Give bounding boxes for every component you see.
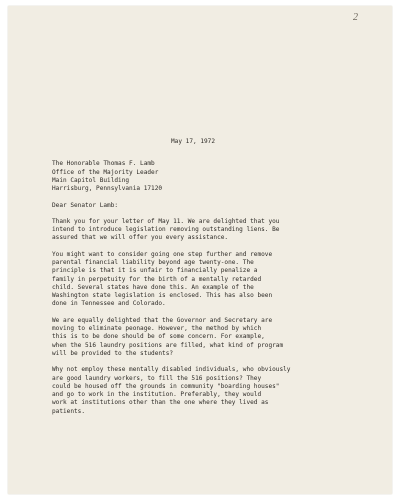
paragraph [52, 218, 372, 243]
address-line: The Honorable Thomas F. Lamb [52, 160, 155, 168]
address-line: Office of the Majority Leader [52, 168, 159, 176]
paragraph-line: when the 516 laundry positions are filled, what kind of program [52, 341, 284, 349]
salutation: Dear Senator Lamb: [52, 202, 119, 210]
paragraph [52, 251, 372, 309]
paragraph-line: could be housed off the grounds in community "boarding houses" [52, 382, 280, 390]
letter-date: May 17, 1972 [171, 138, 216, 145]
paragraph-line: patients. [52, 407, 86, 415]
paragraph-line: Washington state legislation is enclosed. This has also been [52, 292, 273, 300]
paragraph-line: this is to be done should be of some concern. For example, [52, 333, 265, 341]
recipient-address [52, 160, 372, 193]
paragraph-line: child. Several states have done this. An example of the [52, 283, 254, 291]
paragraph-line: are good laundry workers, to fill the 516 positions? They [52, 374, 262, 382]
paragraph-line: principle is that it is unfair to financially penalize a [52, 267, 258, 275]
paragraph-line: We are equally delighted that the Governor and Secretary are [52, 316, 273, 324]
paragraph-line: family in perpetuity for the birth of a mentally retarded [52, 275, 262, 283]
paragraph [52, 317, 372, 358]
paragraph-line: assured that we will offer you every assistance. [52, 234, 229, 242]
paragraph-line: Why not employ these mentally disabled individuals, who obviously [52, 366, 291, 374]
paragraph-line: parental financial liability beyond age twenty-one. The [52, 258, 254, 266]
letter-page [8, 6, 392, 494]
paragraph-line: done in Tennessee and Colorado. [52, 300, 166, 308]
paragraph-line: will be provided to the students? [52, 349, 174, 357]
paragraph-line: work at institutions other than the one where they lived as [52, 399, 269, 407]
address-line: Harrisburg, Pennsylvania 17120 [52, 185, 163, 193]
letter-body [52, 138, 372, 424]
page-number: 2 [353, 12, 358, 23]
paragraph [52, 366, 372, 416]
paragraph-line: moving to eliminate peonage. However, the method by which [52, 325, 262, 333]
address-line: Main Capitol Building [52, 176, 130, 184]
paragraph-line: You might want to consider going one step further and remove [52, 250, 273, 258]
paragraph-line: Thank you for your letter of May 11. We are delighted that you [52, 217, 280, 225]
paragraph-line: intend to introduce legislation removing outstanding liens. Be [52, 226, 280, 234]
paragraph-line: and go to work in the institution. Preferably, they would [52, 391, 262, 399]
